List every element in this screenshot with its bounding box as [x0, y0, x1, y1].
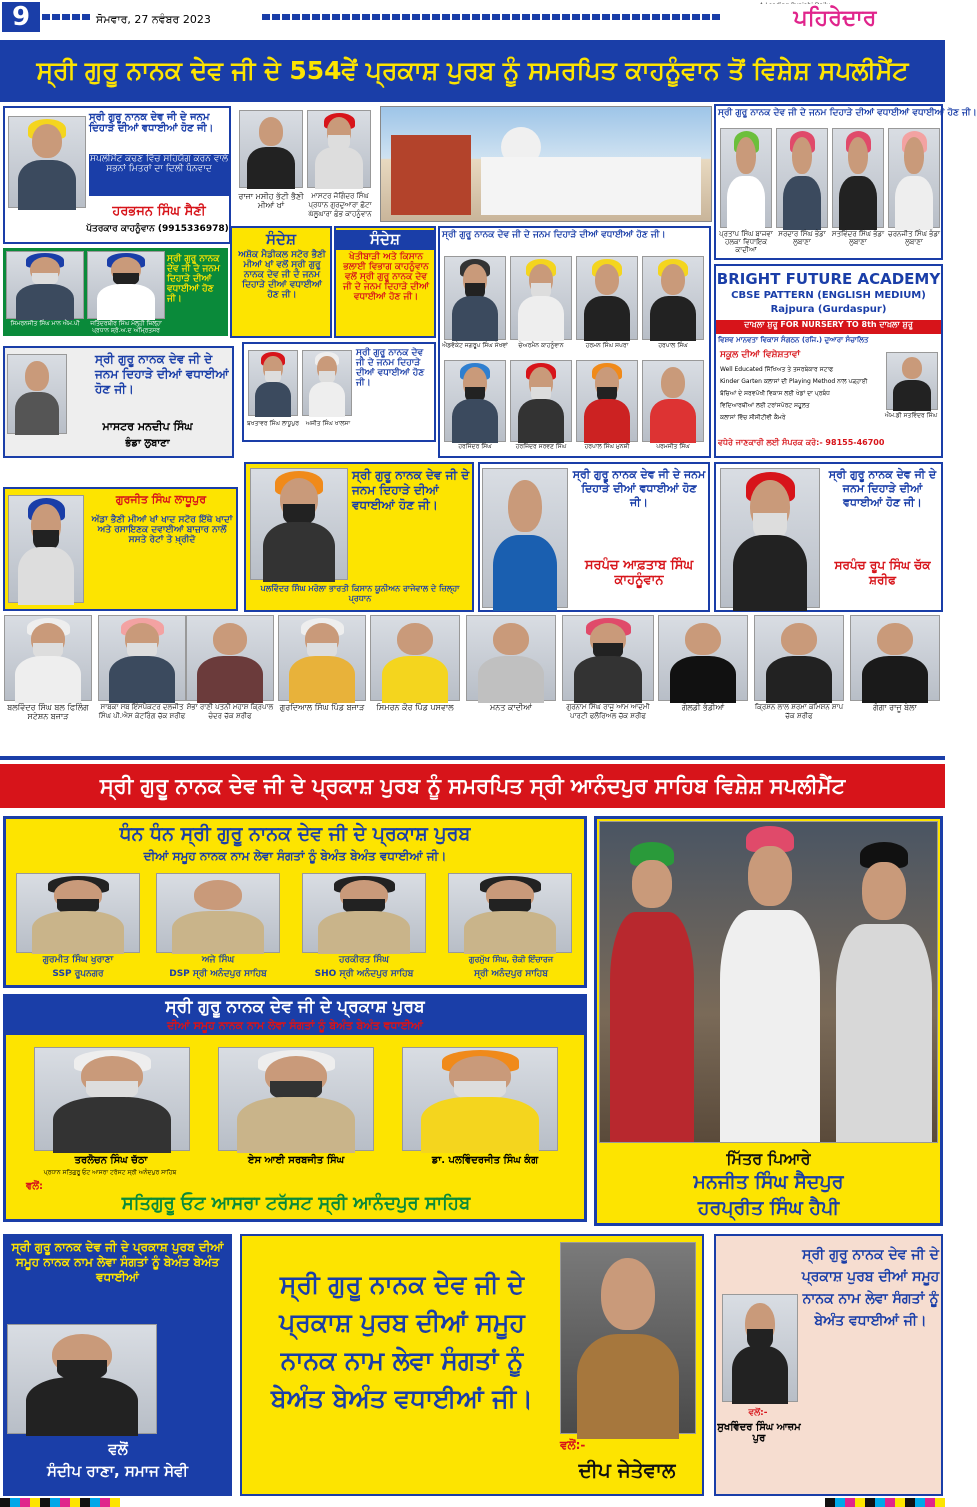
ad-grid [438, 226, 711, 458]
friends-ad [594, 816, 943, 1226]
caption-7: ਹਰਪਾਲ ਸਿੰਘ ਮੁਨਸ਼ੀ [584, 443, 630, 450]
person-card [562, 615, 654, 745]
person-card [186, 615, 274, 745]
photo-row [0, 615, 945, 745]
ad-simranjit [3, 248, 228, 336]
person-caption: ਗੁਰਨਾਮ ਸਿੰਘ ਰਾਜੂ ਆਮ ਆਦਮੀ ਪਾਰਟੀ ਫਲੌਰਿਅਲ ਚੱਕ ਸ਼ਰੀਫ [566, 703, 650, 720]
greeting-text: ਸ੍ਰੀ ਗੁਰੂ ਨਾਨਕ ਦੇਵ ਜੀ ਦੇ ਜਨਮ ਦਿਹਾੜੇ ਦੀਆਂ ਵਧਾਈਆਂ ਹੋਣ ਜੀ। [828, 468, 937, 509]
person-photo [4, 615, 92, 701]
person-caption: ਮਨਤ ਕਾਦੀਆਂ [489, 703, 533, 712]
officer-name: ਅਜੇ ਸਿੰਘ [201, 955, 235, 965]
feature-item: ਵਿਦਿਆਰਥੀਆਂ ਲਈ ਟਰਾਂਸਪੋਰਟ ਸਹੂਲਤ [720, 402, 810, 409]
footer-color-bar-right [825, 1498, 945, 1507]
ad-mandeep [3, 346, 234, 458]
person-caption: ਸਾਬਕਾ ਸਬ ਇੰਸਪੈਕਟਰ ਦਲਜੀਤ ਸਿੰਘ ਪੀ.ਐਸ ਕੇਟਰਿੰਗ ਚੱਕ ਸ਼ਰੀਫ [98, 703, 186, 720]
feature-item: ਕਲਾਸਾਂ ਵਿੱਚ ਸੀਸੀਟੀਵੀ ਕੈਮਰੇ [720, 414, 786, 421]
greeting-text: ਸ੍ਰੀ ਗੁਰੂ ਨਾਨਕ ਦੇਵ ਜੀ ਦੇ ਜਨਮ ਦਿਹਾੜੇ ਦੀਆਂ ਵਧਾਈਆਂ ਹੋਣ ਜੀ। [89, 112, 214, 134]
caption-1: ਐਡਵੋਕੇਟ ਜਗਰੂਪ ਸਿੰਘ ਸੇਖਵਾਂ [442, 342, 508, 349]
police-subtitle: ਦੀਆਂ ਸਮੂਹ ਨਾਨਕ ਨਾਮ ਲੇਵਾ ਸੰਗਤਾਂ ਨੂੰ ਬੇਅੰਤ ਬੇਅੰਤ ਵਧਾਈਆਂ ਜੀ। [143, 849, 447, 863]
photo-1 [720, 128, 772, 228]
photo-2 [510, 256, 572, 340]
thanks-note: ਸਪਲੀਮੈਂਟ ਕਢਣ ਵਿੱਚ ਸਹਿਯੋਗ ਕਰਨ ਵਾਲੇ ਸਭਨਾਂ ਮਿਤਰਾਂ ਦਾ ਦਿਲੀ ਧੰਨਵਾਦ [89, 154, 229, 196]
trust-person-name: ਏਸ ਆਈ ਸਰਬਜੀਤ ਸਿੰਘ [247, 1155, 345, 1166]
society-line: ਵਿਸ਼ਵ ਮਾਨਵਤਾ ਵਿਕਾਸ ਸੰਗਠਨ (ਰਜਿ.) ਦੁਆਰਾ ਸੰਚਾਲਿਤ [718, 336, 869, 344]
caption-left: ਰਾਜਾ ਮਸੀਹ ਭੱਟੀ ਭੈਣੀ ਮੀਆਂ ਖਾਂ [238, 192, 304, 210]
feature-item: Kinder Garten ਕਲਾਸਾਂ ਦੀ Playing Method ਨਾਲ ਪੜ੍ਹਾਈ [720, 378, 868, 385]
officer-role: SSP ਰੂਪਨਗਰ [52, 969, 104, 979]
ad-aftab [478, 462, 710, 612]
photo-left [239, 110, 303, 188]
greeting-text: ਸ੍ਰੀ ਗੁਰੂ ਨਾਨਕ ਦੇਵ ਜੀ ਦੇ ਜਨਮ ਦਿਹਾੜੇ ਦੀਆਂ ਵਧਾਈਆਂ ਹੋਣ ਜੀ। [167, 254, 220, 304]
caption-3: ਹਰਮਨ ਸਿੰਘ ਸਪਰਾ [585, 342, 629, 349]
portrait-photo [8, 495, 84, 603]
bottom-mid-from: ਦੀਪ ਜੇਤੇਵਾਲ [578, 1458, 676, 1482]
caption-5: ਹਰਜਿੰਦਰ ਸਿੰਘ [458, 443, 492, 450]
ad-small-two [242, 342, 436, 442]
person-photo [278, 615, 366, 701]
ad-palwinder [244, 462, 474, 612]
person-card [370, 615, 460, 745]
portrait-photo [250, 468, 348, 580]
photo-right [302, 350, 352, 416]
feature-item: ਬੱਚਿਆਂ ਦੇ ਸਰਵਪੱਖੀ ਵਿਕਾਸ ਲਈ ਖੇਡਾਂ ਦਾ ਪ੍ਰਬੰਧ [720, 390, 830, 397]
contact-line: ਵਧੇਰੇ ਜਾਣਕਾਰੀ ਲਈ ਸੰਪਰਕ ਕਰੋ:- 98155-46700 [718, 438, 885, 447]
trust-subtitle: ਦੀਆਂ ਸਮੂਹ ਨਾਨਕ ਨਾਮ ਲੇਵਾ ਸੰਗਤਾਂ ਨੂੰ ਬੇਅੰਤ ਬੇਅੰਤ ਵਧਾਈਆਂ [6, 1019, 584, 1035]
caption-2: ਸਰਦਾਰ ਸਿੰਘ ਭੰਡਾ ਲੁਬਾਣਾ [778, 230, 826, 246]
portrait-photo [8, 116, 86, 208]
place-text: ਭੰਡਾ ਲੁਬਾਣਾ [125, 438, 170, 449]
building-white [481, 157, 701, 215]
caption-4: ਚਰਨਜੀਤ ਸਿੰਘ ਭੰਡਾ ਲੁਬਾਣਾ [887, 230, 940, 246]
page-header [0, 0, 945, 34]
trust-from-label: ਵਲੋਂ: [26, 1181, 44, 1192]
admission-banner: ਦਾਖ਼ਲਾ ਸ਼ੁਰੂ FOR NURSERY TO 8th ਦਾਖ਼ਲਾ ਸ਼ੁਰੂ [716, 320, 941, 334]
bottom-mid-ad [240, 1234, 704, 1496]
bottom-mid-from-label: ਵਲੋਂ:- [560, 1438, 586, 1452]
name-heading: ਗੁਰਜੀਤ ਸਿੰਘ ਲਾਧੂਪੁਰ [115, 493, 207, 506]
photo-3 [832, 128, 884, 228]
officer-photo [448, 873, 572, 953]
person-card [850, 615, 940, 745]
footer-color-bar-left [0, 1498, 120, 1507]
academy-name: BRIGHT FUTURE ACADEMY [716, 270, 941, 288]
police-ad [3, 816, 587, 988]
building-red [391, 135, 471, 215]
trust-photo [218, 1047, 374, 1151]
photo-left [6, 251, 84, 319]
officer-role: SHO ਸ੍ਰੀ ਅਨੰਦਪੁਰ ਸਾਹਿਬ [314, 969, 414, 979]
bottom-left-photo [7, 1324, 157, 1434]
person-photo [186, 615, 274, 701]
name-text: ਸਰਪੰਚ ਰੂਪ ਸਿੰਘ ਚੱਕ ਸ਼ਰੀਫ [834, 558, 931, 587]
academy-pattern: CBSE PATTERN (ENGLISH MEDIUM) [731, 290, 926, 301]
bottom-left-from: ਸੰਦੀਪ ਰਾਣਾ, ਸਮਾਜ ਸੇਵੀ [47, 1462, 188, 1480]
caption-6: ਹਰਜਿੰਦਰ ਸਰਵਣ ਸਿੰਘ [515, 443, 567, 450]
person-photo [658, 615, 748, 701]
top-banner: ਸ੍ਰੀ ਗੁਰੂ ਨਾਨਕ ਦੇਵ ਜੀ ਦੇ 554ਵੇਂ ਪ੍ਰਕਾਸ਼ ਪੁਰਬ ਨੂੰ ਸਮਰਪਿਤ ਕਾਹਨੂੰਵਾਨ ਤੋਂ ਵਿਸ਼ੇਸ਼ ਸਪਲੀਮੈਂਟ [0, 40, 945, 102]
person-photo [850, 615, 940, 701]
name-text: ਪਲਵਿੰਦਰ ਸਿੰਘ ਮਰੋਲਾ ਭਾਰਤੀ ਕਿਸਾਨ ਯੂਨੀਅਨ ਰਾਜੇਵਾਲ ਦੇ ਜ਼ਿਲ੍ਹਾ ਪ੍ਰਧਾਨ [260, 584, 460, 603]
photo-2 [776, 128, 828, 228]
person-photo [370, 615, 460, 701]
greeting-text: ਸ੍ਰੀ ਗੁਰੂ ਨਾਨਕ ਦੇਵ ਜੀ ਦੇ ਜਨਮ ਦਿਹਾੜੇ ਦੀਆਂ ਵਧਾਈਆਂ ਹੋਣ ਜੀ। [95, 352, 229, 396]
sandesh-body: ਅਸ਼ੋਕ ਮੈਡੀਕਲ ਸਟੋਰ ਭੈਣੀ ਮੀਆਂ ਖਾਂ ਵਲੋਂ ਸ੍ਰੀ ਗੁਰੂ ਨਾਨਕ ਦੇਵ ਜੀ ਦੇ ਜਨਮ ਦਿਹਾੜੇ ਦੀਆਂ ਵਧਾਈਆਂ ਹੋਣ ਜੀ। [238, 250, 326, 300]
features-list [720, 364, 880, 426]
person-card [466, 615, 556, 745]
greeting-text: ਸ੍ਰੀ ਗੁਰੂ ਨਾਨਕ ਦੇਵ ਜੀ ਦੇ ਜਨਮ ਦਿਹਾੜੇ ਦੀਆਂ ਵਧਾਈਆਂ ਵਧਾਈਆਂ ਹੋਣ ਜੀ। [718, 108, 977, 118]
sandesh-body: ਖੇਤੀਬਾੜੀ ਅਤੇ ਕਿਸਾਨ ਭਲਾਈ ਵਿਭਾਗ ਕਾਹਨੂੰਵਾਨ ਵਲੋਂ ਸ੍ਰੀ ਗੁਰੂ ਨਾਨਕ ਦੇਵ ਜੀ ਦੇ ਜਨਮ ਦਿਹਾੜੇ ਦੀਆਂ ਵਧਾਈਆਂ ਹੋਣ ਜੀ। [343, 252, 429, 302]
trust-title: ਸ੍ਰੀ ਗੁਰੂ ਨਾਨਕ ਦੇਵ ਜੀ ਦੇ ਪ੍ਰਕਾਸ਼ ਪੁਰਬ [6, 997, 584, 1019]
academy-location: Rajpura (Gurdaspur) [770, 304, 887, 315]
divider-line [0, 756, 945, 760]
bottom-right-ad [714, 1234, 943, 1496]
shop-body: ਅੱਡਾ ਭੈਣੀ ਮੀਆਂ ਖਾਂ ਖਾਦ ਸਟੋਰ ਇੱਥੇ ਖਾਦਾਂ ਅਤੇ ਰਸਾਇਣਕ ਦਵਾਈਆਂ ਬਾਜ਼ਾਰ ਨਾਲੋਂ ਸਸਤੇ ਰੇਟਾਂ ਤੇ ਖ਼੍ਰੀਦੋ [91, 515, 233, 545]
person-caption: ਸ਼ੋਭਾ ਰਾਣੀ ਪਤਨੀ ਮਹਾਸ਼ ਕ੍ਰਿਪਾਲ ਚੰਦਰ ਚੱਕ ਸ਼ਰੀਫ [186, 703, 274, 720]
person-card [278, 615, 366, 745]
officer-name: ਹਰਕੀਰਤ ਸਿੰਘ [338, 955, 389, 965]
photo-4 [642, 256, 704, 340]
sandesh-title: ਸੰਦੇਸ਼ [336, 230, 434, 250]
portrait-photo [482, 468, 568, 608]
name-heading: ਹਰਭਜਨ ਸਿੰਘ ਸੈਣੀ [112, 204, 206, 219]
bottom-left-ad [3, 1234, 232, 1496]
person-card [4, 615, 92, 745]
greeting-text: ਸ੍ਰੀ ਗੁਰੂ ਨਾਨਕ ਦੇਵ ਜੀ ਦੇ ਜਨਮ ਦਿਹਾੜੇ ਦੀਆਂ ਵਧਾਈਆਂ ਹੋਣ ਜੀ। [352, 468, 470, 512]
issue-date: ਸੋਮਵਾਰ, 27 ਨਵੰਬਰ 2023 [90, 13, 260, 29]
friends-line-1: ਮਨਜੀਤ ਸਿੰਘ ਸੈਦਪੁਰ [693, 1171, 844, 1193]
ad-academy [714, 264, 943, 458]
trust-from: ਸਤਿਗੁਰੂ ਓਟ ਆਸਰਾ ਟਰੱਸਟ ਸ੍ਰੀ ਆਨੰਦਪੁਰ ਸਾਹਿਬ [121, 1193, 471, 1214]
gurdwara-photo [380, 106, 712, 222]
caption-2: ਚੇਅਰਮੈਨ ਕਾਹਨੂੰਵਾਨ [518, 342, 564, 349]
officer-role: DSP ਸ੍ਰੀ ਅਨੰਦਪੁਰ ਸਾਹਿਬ [169, 969, 267, 979]
caption-left: ਸਿਮਰਨਜੀਤ ਸਿੰਘ ਮਾਨ ਐਮ.ਪੀ [10, 320, 80, 327]
photo-left [248, 350, 298, 416]
ad-sandesh-2 [334, 226, 436, 338]
person-caption: ਕ੍ਰਿਸ਼ਨ ਲਾਲ ਸ਼ਰਮਾ ਕਮਿਸ਼ਨ ਸ਼ਾਪ ਚੱਕ ਸ਼ਰੀਫ [754, 703, 844, 720]
person-card [658, 615, 748, 745]
ad-right-top [714, 104, 977, 260]
mid-banner: ਸ੍ਰੀ ਗੁਰੂ ਨਾਨਕ ਦੇਵ ਜੀ ਦੇ ਪ੍ਰਕਾਸ਼ ਪੁਰਬ ਨੂੰ ਸਮਰਪਿਤ ਸ੍ਰੀ ਆਨੰਦਪੁਰ ਸਾਹਿਬ ਵਿਸ਼ੇਸ਼ ਸਪਲੀਮੈਂਟ [0, 764, 945, 808]
officer-photo [16, 873, 140, 953]
feature-item: Well Educated ਸਿੱਖਿਅਤ ਤੇ ਤਜਰਬੇਕਾਰ ਸਟਾਫ [720, 366, 834, 373]
photo-right [87, 251, 165, 319]
person-caption: ਗੁਰਦਿਆਲ ਸਿੰਘ ਪਿੰਡ ਬਜਾੜ [279, 703, 365, 712]
sandesh-title: ਸੰਦੇਸ਼ [266, 230, 296, 248]
caption-3: ਸਤਵਿੰਦਰ ਸਿੰਘ ਭੰਡਾ ਲੁਬਾਣਾ [831, 230, 885, 246]
person-card [754, 615, 844, 745]
photo-right [307, 110, 371, 188]
caption-4: ਹਰਪਾਲ ਸਿੰਘ [658, 342, 688, 349]
trust-photo [34, 1047, 190, 1151]
ad-roop [714, 462, 943, 612]
trust-photo [402, 1047, 558, 1151]
officer-photo [302, 873, 426, 953]
caption-1: ਪ੍ਰਤਾਪ ਸਿੰਘ ਬਾਜਵਾ ਹਲਕਾ ਵਿਧਾਇਕ ਕਾਦੀਆਂ [719, 230, 773, 254]
caption-8: ਪਰਮਜੀਤ ਸਿੰਘ [656, 443, 690, 450]
officer-role: ਸ੍ਰੀ ਅਨੰਦਪੁਰ ਸਾਹਿਬ [474, 969, 548, 979]
caption-right: ਮਾਸਟਰ ਜੋਗਿੰਦਰ ਸਿੰਘ ਪ੍ਰਧਾਨ ਗੁਰਦੁਆਰਾ ਛੋਟਾ ਘੱਲੂਘਾਰਾ ਛੰਭ ਕਾਹਨੂੰਵਾਨ [308, 192, 372, 218]
bottom-right-text: ਸ੍ਰੀ ਗੁਰੂ ਨਾਨਕ ਦੇਵ ਜੀ ਦੇ ਪ੍ਰਕਾਸ਼ ਪੁਰਬ ਦੀਆਂ ਸਮੂਹ ਨਾਨਕ ਨਾਮ ਲੇਵਾ ਸੰਗਤਾਂ ਨੂੰ ਬੇਅੰਤ ਵਧਾਈਆਂ ਜੀ। [801, 1247, 940, 1329]
bottom-mid-photo [560, 1242, 696, 1434]
police-title: ਧੰਨ ਧੰਨ ਸ੍ਰੀ ਗੁਰੂ ਨਾਨਕ ਦੇਵ ਜੀ ਦੇ ਪ੍ਰਕਾਸ਼ ਪੁਰਬ [119, 823, 471, 845]
masthead-logo: ਪਹਿਰੇਦਾਰ [730, 4, 940, 34]
ad-sandesh-1 [230, 226, 332, 338]
bottom-mid-text: ਸ੍ਰੀ ਗੁਰੂ ਨਾਨਕ ਦੇਵ ਜੀ ਦੇ ਪ੍ਰਕਾਸ਼ ਪੁਰਬ ਦੀਆਂ ਸਮੂਹ ਨਾਨਕ ਨਾਮ ਲੇਵਾ ਸੰਗਤਾਂ ਨੂੰ ਬੇਅੰਤ ਬੇਅੰਤ ਵਧਾਈਆਂ ਜੀ। [270, 1270, 534, 1413]
director-photo [886, 352, 938, 410]
caption-left: ਬਖਤਾਵਰ ਸਿੰਘ ਲਾਧੂਪੁਰ [247, 420, 299, 427]
bottom-left-from-label: ਵਲੋਂ [108, 1440, 128, 1458]
trust-person-name: ਤਰਲੋਚਨ ਸਿੰਘ ਚੱਠਾ [74, 1155, 148, 1166]
person-photo [466, 615, 556, 701]
name-text: ਸਰਪੰਚ ਆਫ਼ਤਾਬ ਸਿੰਘ ਕਾਹਨੂੰਵਾਨ [584, 558, 694, 588]
friends-label: ਮਿੱਤਰ ਪਿਆਰੇ [726, 1149, 811, 1168]
bottom-left-text: ਸ੍ਰੀ ਗੁਰੂ ਨਾਨਕ ਦੇਵ ਜੀ ਦੇ ਪ੍ਰਕਾਸ਼ ਪੁਰਬ ਦੀਆਂ ਸਮੂਹ ਨਾਨਕ ਨਾਮ ਲੇਵਾ ਸੰਗਤਾਂ ਨੂੰ ਬੇਅੰਤ ਬੇਅੰਤ ਵਧਾਈਆਂ [11, 1240, 224, 1284]
person-caption: ਗੋਲਡੀ ਭੰਡੀਆਂ [681, 703, 725, 712]
photo-5 [444, 360, 506, 442]
group-photo [599, 821, 938, 1143]
friends-line-2: ਹਰਪ੍ਰੀਤ ਸਿੰਘ ਹੈਪੀ [697, 1197, 840, 1219]
person-photo [98, 615, 186, 701]
person-photo [754, 615, 844, 701]
officer-name: ਗੁਰਮੁੱਖ ਸਿੰਘ, ਚੌਕੀ ਇੰਚਾਰਜ [468, 955, 554, 964]
ad-harbhajan [3, 106, 231, 244]
role-text: ਪੱਤਰਕਾਰ ਕਾਹਨੂੰਵਾਨ (9915336978) [86, 224, 229, 234]
trust-person-role: ਪ੍ਰਧਾਨ ਸਤਿਗੁਰੂ ਓਟ ਆਸਰਾ ਟਰੱਸਟ ਸ੍ਰੀ ਅਨੰਦਪੁਰ ਸਾਹਿਬ [43, 1169, 177, 1176]
bottom-right-photo [722, 1294, 798, 1402]
bottom-right-from: ਸੁਖਵਿੰਦਰ ਸਿੰਘ ਆਜ਼ਮ ਪੁਰ [717, 1422, 801, 1444]
photo-4 [888, 128, 940, 228]
features-title: ਸਕੂਲ ਦੀਆਂ ਵਿਸ਼ੇਸ਼ਤਾਵਾਂ [720, 350, 801, 360]
trust-person-name: ਡਾ. ਪਲਵਿੰਦਰਜੀਤ ਸਿੰਘ ਕੰਗ [431, 1155, 539, 1166]
person-caption: ਗੰਗਾ ਰਾਜੂ ਬੇਲਾ [873, 703, 917, 712]
person-photo [562, 615, 654, 701]
photo-8 [642, 360, 704, 442]
greeting-text: ਸ੍ਰੀ ਗੁਰੂ ਨਾਨਕ ਦੇਵ ਜੀ ਦੇ ਜਨਮ ਦਿਹਾੜੇ ਦੀਆਂ ਵਧਾਈਆਂ ਹੋਣ ਜੀ। [572, 468, 706, 509]
photo-3 [576, 256, 638, 340]
portrait-photo [720, 468, 820, 608]
photo-6 [510, 360, 572, 442]
greeting-text: ਸ੍ਰੀ ਗੁਰੂ ਨਾਨਕ ਦੇਵ ਜੀ ਦੇ ਜਨਮ ਦਿਹਾੜੇ ਦੀਆਂ ਵਧਾਈਆਂ ਹੋਣ ਜੀ। [442, 230, 666, 240]
portrait-photo [7, 354, 67, 434]
director-caption: ਐਮ.ਡੀ ਸਤਵਿੰਦਰ ਸਿੰਘ [884, 412, 938, 419]
person-caption: ਬਲਵਿੰਦਰ ਸਿੰਘ ਬਲ ਫਿਲਿੰਗ ਸਟੇਸ਼ਨ ਬਜਾੜ [7, 703, 89, 721]
person-caption: ਸਿਮਰਨ ਕੌਰ ਪਿੰਡ ਪਸਵਾਲ [376, 703, 454, 712]
officer-name: ਗੁਰਮੀਤ ਸਿੰਘ ਖੁਰਾਣਾ [42, 955, 114, 965]
page-number: 9 [2, 2, 40, 32]
person-card [98, 615, 186, 745]
officer-photo [156, 873, 280, 953]
photo-1 [444, 256, 506, 340]
name-text: ਮਾਸਟਰ ਮਨਦੀਪ ਸਿੰਘ [102, 420, 193, 433]
ad-gurjit [3, 487, 238, 611]
bottom-right-from-label: ਵਲੋਂ:- [748, 1408, 768, 1418]
trust-ad [3, 994, 587, 1222]
greeting-text: ਸ੍ਰੀ ਗੁਰੂ ਨਾਨਕ ਦੇਵ ਜੀ ਦੇ ਜਨਮ ਦਿਹਾੜੇ ਦੀਆਂ ਵਧਾਈਆਂ ਹੋਣ ਜੀ। [356, 348, 425, 388]
caption-right: ਅਜੀਤ ਸਿੰਘ ਖਾਲਸਾ [305, 420, 351, 427]
photo-7 [576, 360, 638, 442]
caption-right: ਜਤਿੰਦਰਬੀਰ ਸਿੰਘ ਮੱਲ੍ਹੀ ਜ਼ਿਲ੍ਹਾ ਪ੍ਰਧਾਨ ਸ਼੍ਰੋ.ਅ.ਦ ਅੰਮ੍ਰਿਤਸਰ [90, 320, 162, 334]
ad-two-men [233, 106, 378, 221]
